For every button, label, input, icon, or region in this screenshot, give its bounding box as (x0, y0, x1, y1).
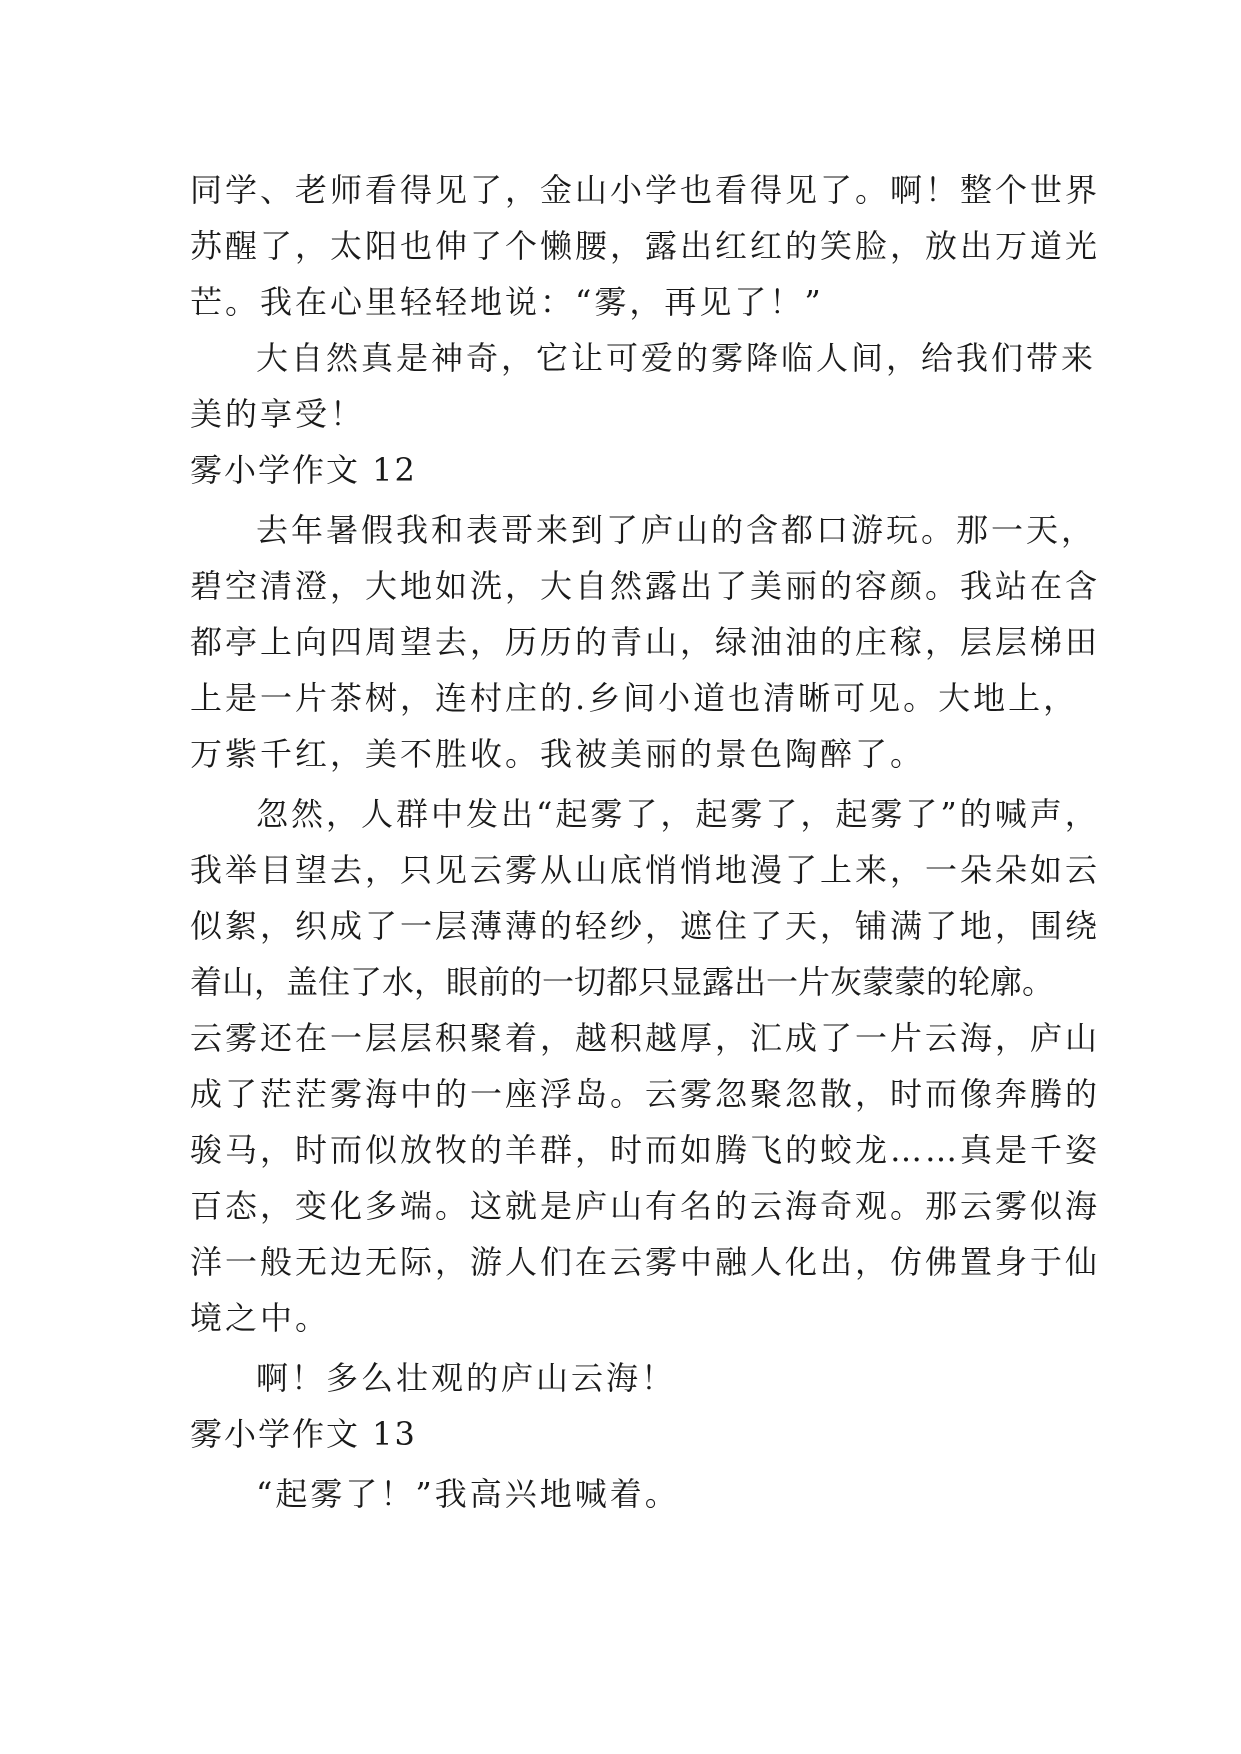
paragraph-line: 云雾还在一层层积聚着，越积越厚，汇成了一片云海，庐山 (190, 1019, 1101, 1057)
paragraph-line: 去年暑假我和表哥来到了庐山的含都口游玩。那一天， (256, 511, 1097, 549)
paragraph-line: 上是一片茶树，连村庄的.乡间小道也清晰可见。大地上， (190, 679, 1079, 717)
paragraph-line: 同学、老师看得见了，金山小学也看得见了。啊！整个世界 (190, 171, 1101, 209)
paragraph-line: “起雾了！”我高兴地喊着。 (256, 1475, 680, 1513)
paragraph-line: 似絮，织成了一层薄薄的轻纱，遮住了天，铺满了地，围绕 (190, 907, 1101, 945)
paragraph-line: 忽然，人群中发出“起雾了，起雾了，起雾了”的喊声， (256, 795, 1100, 833)
paragraph-line: 美的享受！ (190, 395, 366, 433)
paragraph-line: 都亭上向四周望去，历历的青山，绿油油的庄稼，层层梯田 (190, 623, 1101, 661)
paragraph-line: 着山，盖住了水，眼前的一切都只显露出一片灰蒙蒙的轮廓。 (190, 963, 1055, 1001)
paragraph-line: 洋一般无边无际，游人们在云雾中融人化出，仿佛置身于仙 (190, 1243, 1101, 1281)
paragraph-line: 芒。我在心里轻轻地说：“雾，再见了！” (190, 283, 824, 321)
paragraph-line: 大自然真是神奇，它让可爱的雾降临人间，给我们带来 (256, 339, 1097, 377)
paragraph-line: 碧空清澄，大地如洗，大自然露出了美丽的容颜。我站在含 (190, 567, 1101, 605)
paragraph-line: 百态，变化多端。这就是庐山有名的云海奇观。那云雾似海 (190, 1187, 1101, 1225)
paragraph-line: 成了茫茫雾海中的一座浮岛。云雾忽聚忽散，时而像奔腾的 (190, 1075, 1101, 1113)
section-heading: 雾小学作文 13 (190, 1415, 417, 1453)
paragraph-line: 我举目望去，只见云雾从山底悄悄地漫了上来，一朵朵如云 (190, 851, 1101, 889)
paragraph-line: 万紫千红，美不胜收。我被美丽的景色陶醉了。 (190, 735, 926, 773)
paragraph-line: 境之中。 (190, 1299, 331, 1337)
section-heading: 雾小学作文 12 (190, 451, 417, 489)
paragraph-line: 苏醒了，太阳也伸了个懒腰，露出红红的笑脸，放出万道光 (190, 227, 1101, 265)
paragraph-line: 啊！多么壮观的庐山云海！ (256, 1359, 677, 1397)
paragraph-line: 骏马，时而似放牧的羊群，时而如腾飞的蛟龙……真是千姿 (190, 1131, 1101, 1169)
